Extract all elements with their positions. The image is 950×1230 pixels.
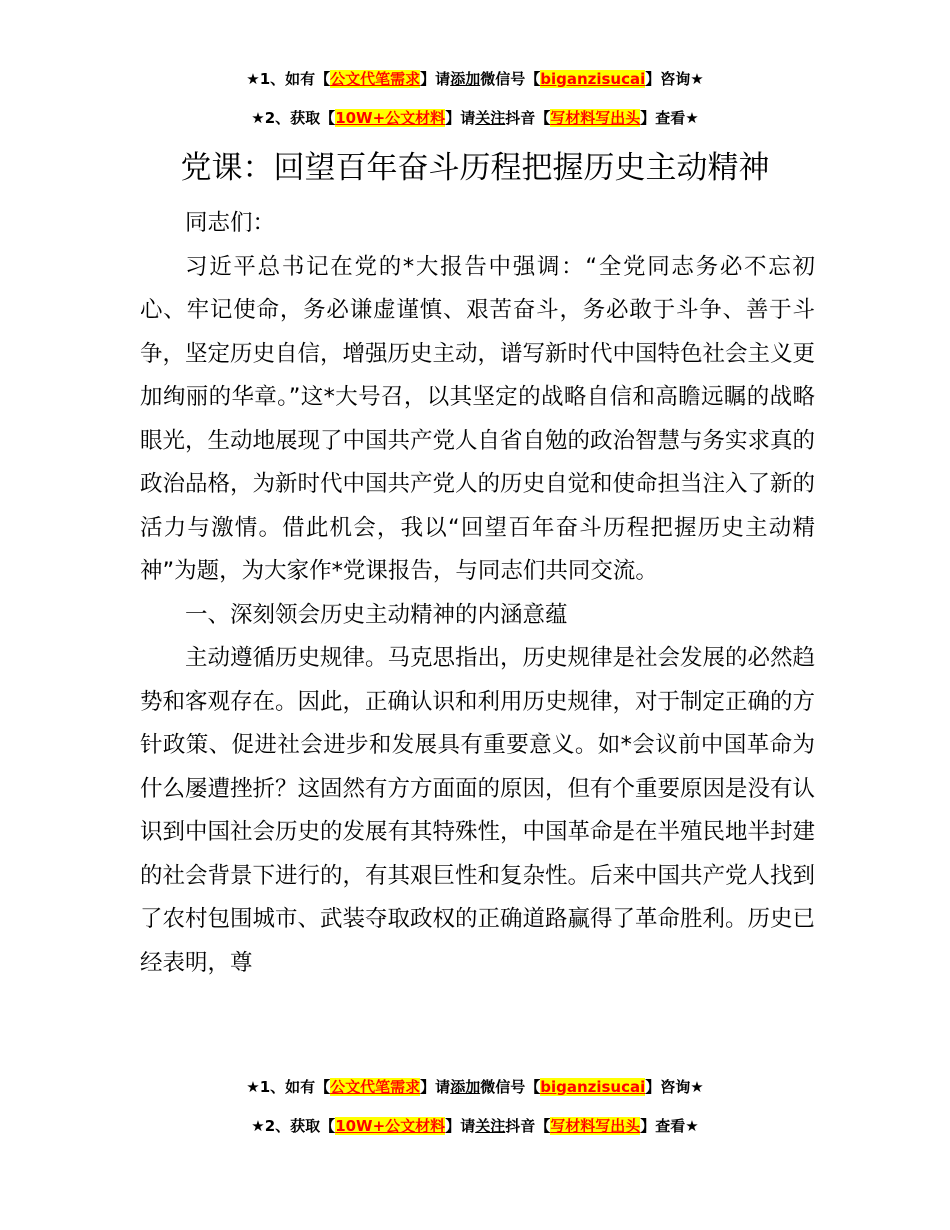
- notice-text: 】咨询★: [645, 70, 704, 88]
- notice-highlight: 公文代笔需求: [330, 70, 421, 88]
- paragraph: 习近平总书记在党的*大报告中强调：“全党同志务必不忘初心、牢记使命，务必谦虚谨慎、艰苦奋斗，务必敢于斗争、善于斗争，坚定历史自信，增强历史主动，谱写新时代中国特色社会主义更加绚丽的华章。”这*大号召，以其坚定的战略自信和高瞻远瞩的战略眼光，生动地展现了中国共产党人自省自勉的政治智慧与务实求真的政治品格，为新时代中国共产党人的历史自觉和使命担当注入了新的活力与激情。借此机会，我以“回望百年奋斗历程把握历史主动精神”为题，为大家作*党课报告，与同志们共同交流。: [140, 253, 816, 584]
- notice-text: ★1、如有【: [246, 1078, 331, 1096]
- document-body: [140, 202, 815, 985]
- footer-notice-line-2: [0, 1116, 950, 1136]
- notice-text: 抖音【: [505, 109, 551, 127]
- notice-text: 】查看★: [640, 109, 699, 127]
- notice-text: ★2、获取【: [251, 1117, 336, 1135]
- notice-underlined: 添加: [450, 1078, 481, 1096]
- notice-text: 】查看★: [640, 1117, 699, 1135]
- salutation: 同志们：: [185, 210, 276, 236]
- douyin-id-highlight: 写材料写出头: [550, 1117, 641, 1135]
- notice-highlight: 10W+公文材料: [335, 1117, 446, 1135]
- paragraph: 主动遵循历史规律。马克思指出，历史规律是社会发展的必然趋势和客观存在。因此，正确认识和利用历史规律，对于制定正确的方针政策、促进社会进步和发展具有重要意义。如*会议前中国革命为什么屡遭挫折？这固然有方方面面的原因，但有个重要原因是没有认识到中国社会历史的发展有其特殊性，中国革命是在半殖民地半封建的社会背景下进行的，有其艰巨性和复杂性。后来中国共产党人找到了农村包围城市、武装夺取政权的正确道路赢得了革命胜利。历史已经表明，尊: [140, 645, 816, 976]
- notice-text: 微信号【: [480, 1078, 541, 1096]
- document-title: 党课：回望百年奋斗历程把握历史主动精神: [180, 150, 770, 186]
- notice-highlight: 10W+公文材料: [335, 109, 446, 127]
- wechat-id-highlight: biganzisucai: [540, 1078, 646, 1096]
- section-heading: 一、深刻领会历史主动精神的内涵意蕴: [185, 601, 568, 628]
- notice-underlined: 添加: [450, 70, 481, 88]
- footer-notice-line-1: [0, 1077, 950, 1097]
- header-notice-line-2: [0, 108, 950, 128]
- notice-text: 】咨询★: [645, 1078, 704, 1096]
- douyin-id-highlight: 写材料写出头: [550, 109, 641, 127]
- notice-text: 】请: [420, 1078, 451, 1096]
- header-notice-line-1: [0, 69, 950, 89]
- wechat-id-highlight: biganzisucai: [540, 70, 646, 88]
- notice-text: 微信号【: [480, 70, 541, 88]
- notice-highlight: 公文代笔需求: [330, 1078, 421, 1096]
- notice-text: 抖音【: [505, 1117, 551, 1135]
- notice-text: 】请: [445, 109, 476, 127]
- notice-text: 】请: [445, 1117, 476, 1135]
- notice-text: ★1、如有【: [246, 70, 331, 88]
- notice-text: ★2、获取【: [251, 109, 336, 127]
- notice-underlined: 关注: [475, 109, 506, 127]
- notice-underlined: 关注: [475, 1117, 506, 1135]
- notice-text: 】请: [420, 70, 451, 88]
